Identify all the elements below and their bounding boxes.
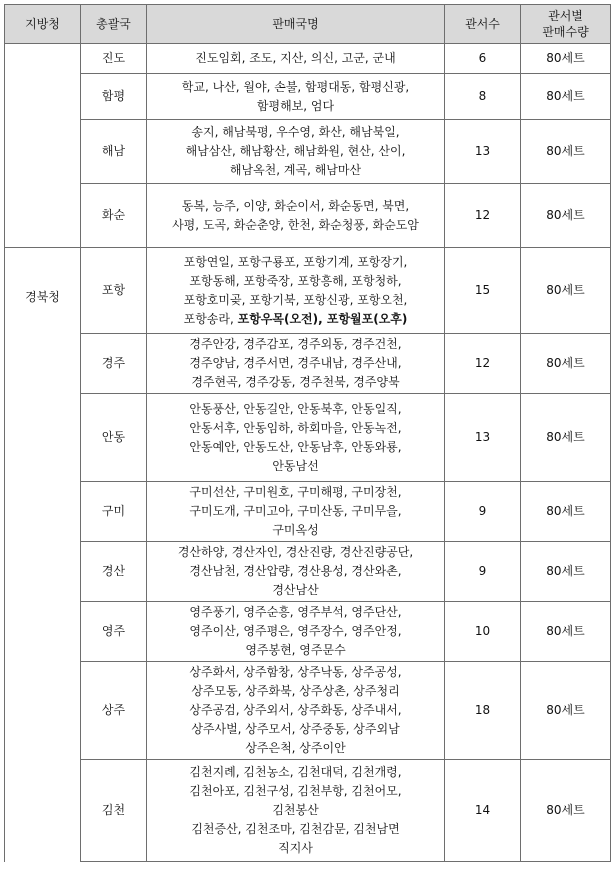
shop-name-line: 상주사벌, 상주모서, 상주중동, 상주외남 <box>191 722 400 736</box>
header-office-count: 관서수 <box>445 5 521 44</box>
shop-name-line: 사평, 도곡, 화순춘양, 한천, 화순청풍, 화순도암 <box>172 217 419 232</box>
table-row <box>5 44 611 74</box>
office-count-cell: 9 <box>445 542 521 602</box>
office-count-cell: 8 <box>445 74 521 120</box>
table-row <box>5 248 611 334</box>
general-office-cell: 경산 <box>81 542 147 602</box>
shop-names-cell <box>147 74 445 120</box>
header-sales-quantity <box>521 5 611 44</box>
office-count-cell: 12 <box>445 184 521 248</box>
sales-office-table <box>4 4 611 862</box>
office-count-cell: 9 <box>445 482 521 542</box>
office-count-cell: 6 <box>445 44 521 74</box>
office-count-cell: 15 <box>445 248 521 334</box>
sales-quantity-cell: 80세트 <box>521 760 611 862</box>
shop-name-line: 구미옥성 <box>272 523 319 537</box>
shop-names-cell <box>147 662 445 760</box>
general-office-cell: 함평 <box>81 74 147 120</box>
general-office-cell: 포항 <box>81 248 147 334</box>
shop-name-line: 학교, 나산, 월야, 손불, 함평대동, 함평신광, <box>181 79 410 94</box>
general-office-cell: 김천 <box>81 760 147 862</box>
sales-quantity-cell: 80세트 <box>521 334 611 394</box>
table-row <box>5 184 611 248</box>
header-qty-line2: 판매수량 <box>542 25 589 39</box>
table-row <box>5 120 611 184</box>
table-row <box>5 760 611 862</box>
shop-name-line: 경산하양, 경산자인, 경산진량, 경산진량공단, <box>177 545 414 559</box>
shop-name-line: 경산남산 <box>272 583 319 597</box>
sales-quantity-cell: 80세트 <box>521 542 611 602</box>
shop-name-highlight: 포항우목(오전), 포항월포(오후) <box>237 311 408 326</box>
shop-names-cell <box>147 542 445 602</box>
general-office-cell: 경주 <box>81 334 147 394</box>
office-count-cell: 12 <box>445 334 521 394</box>
shop-name-line: 해남삼산, 해남황산, 해남화원, 현산, 산이, <box>185 144 406 158</box>
shop-names-cell <box>147 602 445 662</box>
shop-name-line: 구미도개, 구미고아, 구미산동, 구미무을, <box>189 504 402 518</box>
shop-name-line: 안동남선 <box>272 458 319 473</box>
general-office-cell: 상주 <box>81 662 147 760</box>
shop-name-line: 경주안강, 경주감포, 경주외동, 경주건천, <box>189 337 402 351</box>
table-row <box>5 542 611 602</box>
general-office-cell: 화순 <box>81 184 147 248</box>
shop-name-line: 김천아포, 김천구성, 김천부항, 김천어모, <box>189 784 402 798</box>
general-office-cell: 안동 <box>81 394 147 482</box>
general-office-cell: 해남 <box>81 120 147 184</box>
shop-name-line: 포항호미곶, 포항기북, 포항신광, 포항오천, <box>183 292 408 307</box>
header-shop-name: 판매국명 <box>147 5 445 44</box>
office-count-cell: 13 <box>445 120 521 184</box>
table-row <box>5 334 611 394</box>
shop-name-line: 진도임회, 조도, 지산, 의신, 고군, 군내 <box>195 51 396 65</box>
general-office-cell: 진도 <box>81 44 147 74</box>
shop-names-cell <box>147 248 445 334</box>
table-body <box>5 44 611 862</box>
shop-name-line: 경산남천, 경산압량, 경산용성, 경산와촌, <box>189 564 402 578</box>
shop-name-line: 상주은척, 상주이안 <box>245 741 346 755</box>
header-general-office: 총괄국 <box>81 5 147 44</box>
general-office-cell: 영주 <box>81 602 147 662</box>
shop-name-line: 안동예안, 안동도산, 안동남후, 안동와룡, <box>189 439 402 454</box>
shop-name-line: 영주봉현, 영주문수 <box>245 643 346 657</box>
table-row <box>5 482 611 542</box>
shop-name-line: 안동풍산, 안동길안, 안동북후, 안동일직, <box>189 401 402 416</box>
shop-name-line: 영주이산, 영주평은, 영주장수, 영주안정, <box>189 624 402 638</box>
shop-name-line: 상주모동, 상주화북, 상주상촌, 상주청리 <box>191 684 400 698</box>
shop-names-cell <box>147 760 445 862</box>
sales-quantity-cell: 80세트 <box>521 74 611 120</box>
sales-quantity-cell: 80세트 <box>521 248 611 334</box>
sales-quantity-cell: 80세트 <box>521 120 611 184</box>
sales-quantity-cell: 80세트 <box>521 482 611 542</box>
shop-name-line: 경주양남, 경주서면, 경주내남, 경주산내, <box>189 356 402 370</box>
sales-quantity-cell: 80세트 <box>521 602 611 662</box>
sales-quantity-cell: 80세트 <box>521 394 611 482</box>
shop-name-line: 해남옥천, 계곡, 해남마산 <box>229 163 362 177</box>
shop-names-cell <box>147 120 445 184</box>
shop-name-line: 포항동해, 포항죽장, 포항흥해, 포항청하, <box>189 273 402 288</box>
sales-quantity-cell: 80세트 <box>521 44 611 74</box>
sales-quantity-cell: 80세트 <box>521 662 611 760</box>
office-count-cell: 14 <box>445 760 521 862</box>
shop-names-cell <box>147 184 445 248</box>
shop-name-line: 구미선산, 구미원호, 구미해평, 구미장천, <box>189 485 402 499</box>
shop-name-line: 직지사 <box>278 841 313 855</box>
shop-name-line: 안동서후, 안동임하, 하회마을, 안동녹전, <box>189 420 402 435</box>
shop-name-line: 상주화서, 상주함창, 상주낙동, 상주공성, <box>189 665 402 679</box>
shop-name-line <box>150 310 441 329</box>
shop-names-cell <box>147 334 445 394</box>
sales-quantity-cell: 80세트 <box>521 184 611 248</box>
shop-name-line: 포항연일, 포항구룡포, 포항기계, 포항장기, <box>183 254 408 269</box>
regional-office-cell <box>5 44 81 248</box>
shop-name-line: 송지, 해남북평, 우수영, 화산, 해남북일, <box>191 125 400 139</box>
shop-names-cell <box>147 394 445 482</box>
shop-name-line: 상주공검, 상주외서, 상주화동, 상주내서, <box>189 703 402 717</box>
regional-office-cell: 경북청 <box>5 248 81 862</box>
table-row <box>5 74 611 120</box>
office-count-cell: 10 <box>445 602 521 662</box>
table-row <box>5 662 611 760</box>
shop-name-line: 김천봉산 <box>272 803 319 817</box>
general-office-cell: 구미 <box>81 482 147 542</box>
shop-name-line: 영주풍기, 영주순흥, 영주부석, 영주단산, <box>189 605 402 619</box>
table-row <box>5 394 611 482</box>
header-row <box>5 5 611 44</box>
office-count-cell: 13 <box>445 394 521 482</box>
shop-name-line: 동복, 능주, 이양, 화순이서, 화순동면, 북면, <box>181 198 410 213</box>
table-row <box>5 602 611 662</box>
shop-name-line: 경주현곡, 경주강동, 경주천북, 경주양북 <box>191 375 400 389</box>
shop-names-cell <box>147 482 445 542</box>
shop-name-line: 김천증산, 김천조마, 김천감문, 김천남면 <box>191 822 400 836</box>
office-count-cell: 18 <box>445 662 521 760</box>
shop-name-line: 함평해보, 엄다 <box>256 98 335 113</box>
shop-name-line: 김천지례, 김천농소, 김천대덕, 김천개령, <box>189 765 402 779</box>
header-qty-line1: 관서별 <box>548 9 583 23</box>
shop-name-prefix: 포항송라, <box>183 311 238 326</box>
shop-names-cell <box>147 44 445 74</box>
header-regional-office: 지방청 <box>5 5 81 44</box>
